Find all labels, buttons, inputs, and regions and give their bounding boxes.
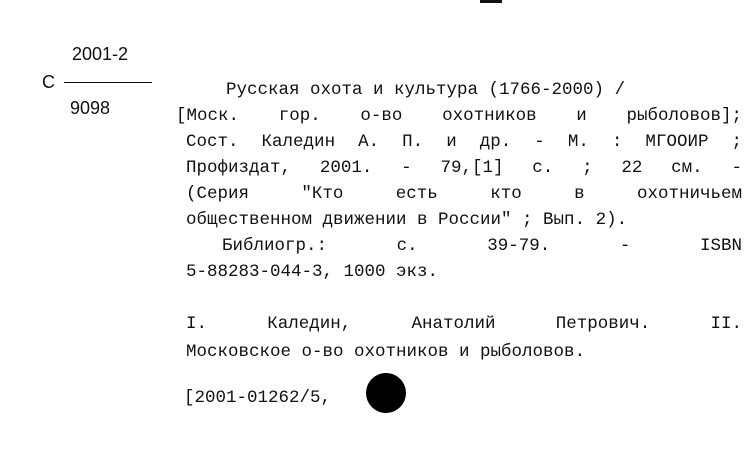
added-entry-line: I. Каледин, Анатолий Петрович. II. (186, 314, 742, 334)
call-number-year: 2001-2 (72, 44, 129, 64)
isbn-line: 5-88283-044-3, 1000 экз. (186, 262, 439, 282)
compiler-line: Сост. Каледин А. П. и др. - М. : МГООИР ; (186, 132, 742, 152)
record-number: [2001-01262/5, (184, 388, 332, 408)
series-line: (Серия "Кто есть кто в охотничьем (186, 184, 742, 204)
call-number-rule (64, 82, 152, 83)
call-number-letter: C (42, 72, 55, 92)
responsibility-line: [Моск. гор. о-во охотников и рыболовов]; (176, 106, 742, 126)
added-entry-line-2: Московское о-во охотников и рыболовов. (186, 342, 586, 362)
title-line: Русская охота и культура (1766-2000) / (226, 80, 626, 100)
call-number-number: 9098 (70, 98, 111, 118)
series-line-2: общественном движении в России" ; Вып. 2). (186, 210, 628, 230)
bibliography-line: Библиогр.: с. 39-79. - ISBN (222, 236, 742, 256)
punch-hole-mark (366, 373, 406, 413)
top-edge-mark (480, 0, 502, 3)
publication-line: Профиздат, 2001. - 79,[1] с. ; 22 см. - (186, 158, 742, 178)
